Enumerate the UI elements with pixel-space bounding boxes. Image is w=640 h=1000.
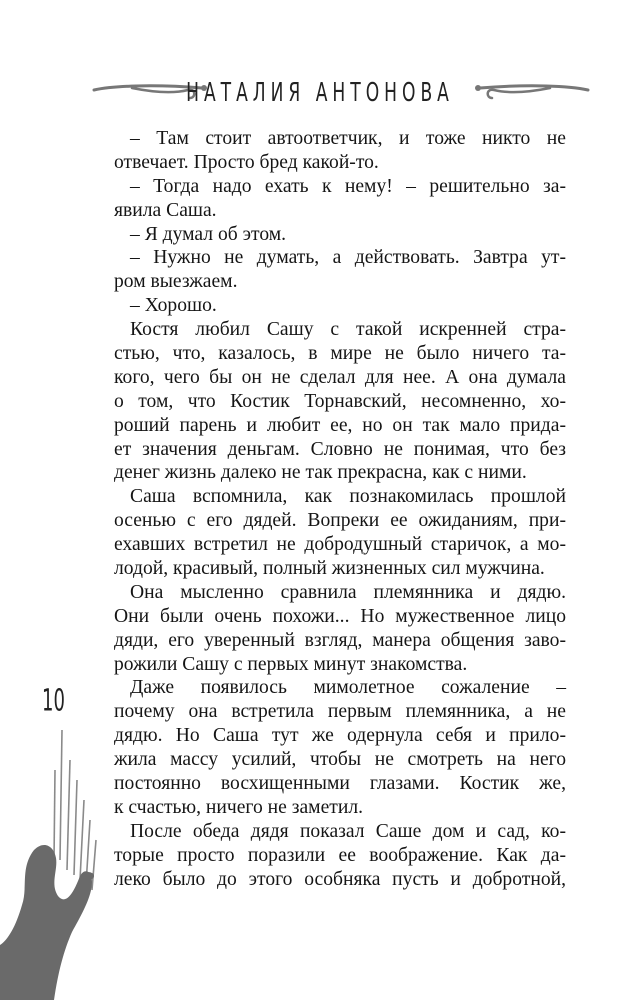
text-line: Саша вспомнила, как познакомилась прошлой xyxy=(130,486,566,508)
text-line: о том, что Костик Торнавский, несомненно, хо- xyxy=(114,390,566,412)
running-header xyxy=(0,70,640,120)
page-number: 10 xyxy=(42,682,65,718)
text-line: – Тогда надо ехать к нему! – решительно за- xyxy=(130,175,566,197)
text-line: ет значения деньгам. Словно не понимая, что без xyxy=(114,438,566,460)
right-flourish-ornament xyxy=(472,76,590,106)
text-line: осенью с его дядей. Вопреки ее ожиданиям, при- xyxy=(114,510,566,532)
text-line: – Я думал об этом. xyxy=(130,223,287,245)
text-line: жила массу усилий, чтобы не смотреть на него xyxy=(114,749,566,771)
text-line: кого, чего бы он не сделал для нее. А она думала xyxy=(114,366,566,388)
text-line: ром выезжаем. xyxy=(114,271,238,293)
text-line: – Там стоит автоответчик, и тоже никто не xyxy=(130,128,566,149)
text-line: Даже появилось мимолетное сожаление – xyxy=(130,677,566,699)
decorative-illustration xyxy=(0,700,110,1000)
body-text xyxy=(114,127,566,892)
text-line: рожили Сашу с первых минут знакомства. xyxy=(114,653,468,675)
text-line: к счастью, ничего не заметил. xyxy=(114,796,364,818)
text-line: – Хорошо. xyxy=(130,295,217,317)
text-line: ехавших встретил не добродушный старичок, а мо- xyxy=(114,534,566,556)
text-line: Костя любил Сашу с такой искренней стра- xyxy=(130,319,566,341)
text-line: леко было до этого особняка пусть и добротной, xyxy=(114,868,566,890)
silhouette-shape xyxy=(0,845,92,1000)
text-line: явила Саша. xyxy=(114,199,217,221)
text-line: Они были очень похожи... Но мужественное лицо xyxy=(114,605,566,627)
text-line: отвечает. Просто бред какой-то. xyxy=(114,151,379,173)
text-line: стью, что, казалось, в мире не было ничего та- xyxy=(114,343,566,365)
text-line: лодой, красивый, полный жизненных сил мужчина. xyxy=(114,558,545,580)
text-line: денег жизнь далеко не так прекрасна, как с ними. xyxy=(114,462,527,484)
text-line: Она мысленно сравнила племянника и дядю. xyxy=(130,581,566,603)
text-line: После обеда дядя показал Саше дом и сад, ко- xyxy=(130,820,566,842)
text-line: – Нужно не думать, а действовать. Завтра ут- xyxy=(130,247,566,269)
text-line: торые просто поразили ее воображение. Как да- xyxy=(114,844,566,866)
text-line: дяди, его уверенный взгляд, манера общения заво- xyxy=(114,629,566,651)
text-line: почему она встретила первым племянника, а не xyxy=(114,701,566,723)
text-line: постоянно восхищенными глазами. Костик же, xyxy=(114,773,566,795)
text-line: дядю. Но Саша тут же одернула себя и прило- xyxy=(114,725,566,747)
text-line: роший парень и любит ее, но он так мало прида- xyxy=(114,414,566,436)
author-name-header: НАТАЛИЯ АНТОНОВА xyxy=(186,78,454,108)
